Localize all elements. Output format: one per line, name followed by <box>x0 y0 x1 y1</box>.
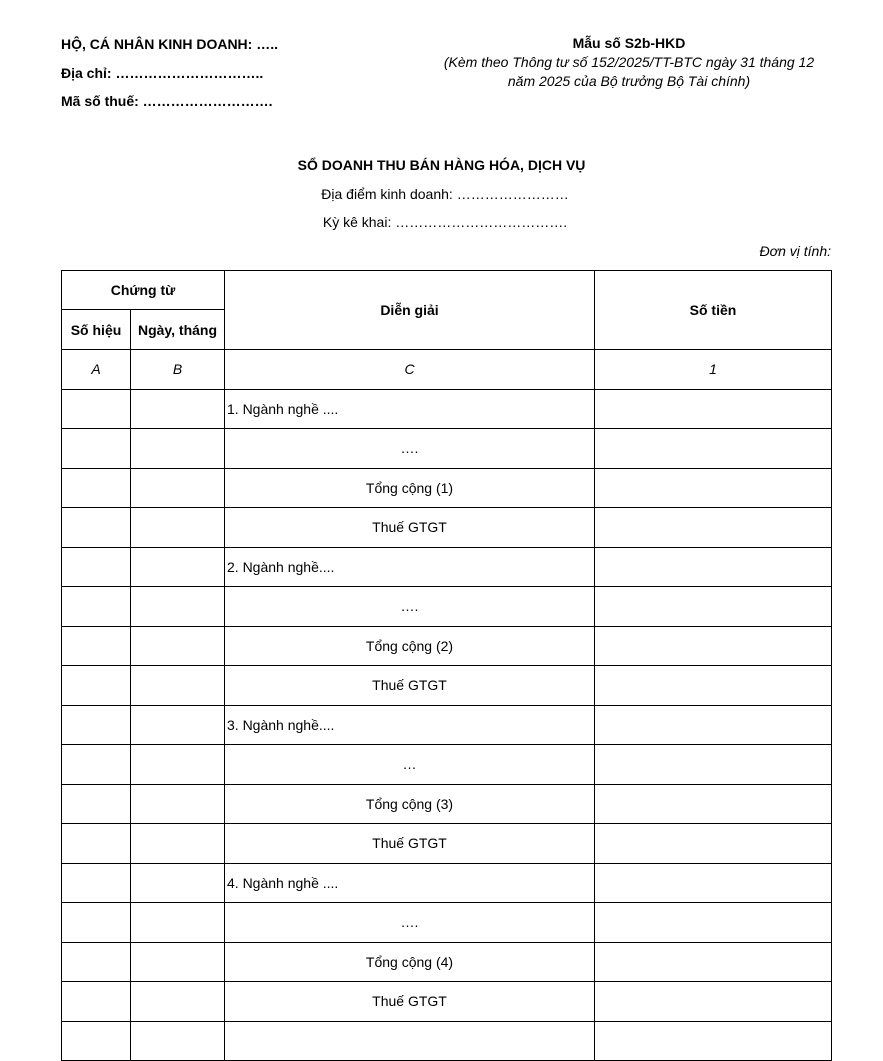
description-cell: Thuế GTGT <box>225 508 595 548</box>
document-title: SỔ DOANH THU BÁN HÀNG HÓA, DỊCH VỤ <box>297 157 586 173</box>
description-cell: Thuế GTGT <box>225 666 595 706</box>
amount-cell <box>595 1021 832 1061</box>
voucher-number-cell <box>62 745 131 785</box>
voucher-date-cell <box>131 547 225 587</box>
description-cell: Thuế GTGT <box>225 824 595 864</box>
form-reference <box>425 33 833 91</box>
description-cell: Thuế GTGT <box>225 982 595 1022</box>
description-cell: 4. Ngành nghề .... <box>225 863 595 903</box>
amount-cell <box>595 745 832 785</box>
description-cell: …. <box>225 429 595 469</box>
table-row <box>62 626 832 666</box>
voucher-date-cell <box>131 508 225 548</box>
amount-cell <box>595 508 832 548</box>
amount-cell <box>595 903 832 943</box>
column-label-b: B <box>131 350 225 390</box>
voucher-date-cell <box>131 942 225 982</box>
column-label-a: A <box>62 350 131 390</box>
amount-cell <box>595 784 832 824</box>
table-row <box>62 903 832 943</box>
amount-cell <box>595 626 832 666</box>
voucher-date-cell <box>131 863 225 903</box>
voucher-number-cell <box>62 547 131 587</box>
description-cell: … <box>225 745 595 785</box>
amount-cell <box>595 942 832 982</box>
table-row <box>62 666 832 706</box>
table-row <box>62 863 832 903</box>
description-cell: Tổng cộng (3) <box>225 784 595 824</box>
voucher-header: Chứng từ <box>62 271 225 310</box>
table-row <box>62 468 832 508</box>
description-cell: Tổng cộng (4) <box>225 942 595 982</box>
voucher-number-cell <box>62 468 131 508</box>
amount-cell <box>595 547 832 587</box>
voucher-number-cell <box>62 389 131 429</box>
table-row <box>62 1021 832 1061</box>
column-label-1: 1 <box>595 350 832 390</box>
table-row <box>62 942 832 982</box>
amount-cell <box>595 429 832 469</box>
voucher-number-cell <box>62 824 131 864</box>
description-header: Diễn giải <box>225 271 595 350</box>
amount-cell <box>595 705 832 745</box>
table-row <box>62 389 832 429</box>
amount-cell <box>595 824 832 864</box>
tax-code-label: Mã số thuế: ………………………. <box>61 93 273 109</box>
amount-header: Số tiền <box>595 271 832 350</box>
description-cell: …. <box>225 587 595 627</box>
table-row <box>62 508 832 548</box>
voucher-number-cell <box>62 626 131 666</box>
form-note-line-1: (Kèm theo Thông tư số 152/2025/TT-BTC ngày 31 tháng 12 <box>443 54 815 70</box>
table-row <box>62 547 832 587</box>
revenue-ledger-table <box>61 270 832 1061</box>
voucher-date-cell <box>131 666 225 706</box>
voucher-date-cell <box>131 389 225 429</box>
voucher-date-cell <box>131 784 225 824</box>
voucher-number-cell <box>62 666 131 706</box>
declaration-period: Kỳ kê khai: ………………………………. <box>322 214 568 230</box>
table-row <box>62 784 832 824</box>
description-cell: 3. Ngành nghề.... <box>225 705 595 745</box>
business-info <box>61 34 278 120</box>
voucher-date-cell <box>131 429 225 469</box>
voucher-date-cell <box>131 626 225 666</box>
voucher-date-cell <box>131 903 225 943</box>
description-cell <box>225 1021 595 1061</box>
address-label: Địa chỉ: ………………………….. <box>61 64 264 81</box>
amount-cell <box>595 389 832 429</box>
unit-label: Đơn vị tính: <box>759 243 831 259</box>
voucher-number-cell <box>62 942 131 982</box>
voucher-date-header: Ngày, tháng <box>131 310 225 350</box>
form-note-line-2: năm 2025 của Bộ trưởng Bộ Tài chính) <box>507 73 751 89</box>
voucher-number-cell <box>62 863 131 903</box>
table-row <box>62 587 832 627</box>
form-number: Mẫu số S2b-HKD <box>572 35 686 51</box>
business-name-label: HỘ, CÁ NHÂN KINH DOANH: ….. <box>61 36 278 52</box>
description-cell: 1. Ngành nghề .... <box>225 389 595 429</box>
voucher-number-cell <box>62 508 131 548</box>
table-row <box>62 824 832 864</box>
voucher-date-cell <box>131 824 225 864</box>
voucher-date-cell <box>131 705 225 745</box>
amount-cell <box>595 863 832 903</box>
table-row <box>62 745 832 785</box>
description-cell: …. <box>225 903 595 943</box>
amount-cell <box>595 587 832 627</box>
table-row <box>62 429 832 469</box>
description-cell: Tổng cộng (2) <box>225 626 595 666</box>
voucher-number-cell <box>62 903 131 943</box>
voucher-date-cell <box>131 1021 225 1061</box>
voucher-number-cell <box>62 429 131 469</box>
table-row <box>62 705 832 745</box>
description-cell: 2. Ngành nghề.... <box>225 547 595 587</box>
amount-cell <box>595 982 832 1022</box>
voucher-date-cell <box>131 745 225 785</box>
voucher-date-cell <box>131 587 225 627</box>
voucher-number-cell <box>62 982 131 1022</box>
column-label-c: C <box>225 350 595 390</box>
voucher-date-cell <box>131 468 225 508</box>
ledger-body <box>62 389 832 1061</box>
voucher-date-cell <box>131 982 225 1022</box>
voucher-number-cell <box>62 784 131 824</box>
voucher-number-cell <box>62 705 131 745</box>
amount-cell <box>595 468 832 508</box>
voucher-number-cell <box>62 587 131 627</box>
voucher-number-cell <box>62 1021 131 1061</box>
voucher-number-header: Số hiệu <box>62 310 131 350</box>
business-location: Địa điểm kinh doanh: …………………… <box>321 186 569 202</box>
description-cell: Tổng cộng (1) <box>225 468 595 508</box>
table-row <box>62 982 832 1022</box>
amount-cell <box>595 666 832 706</box>
